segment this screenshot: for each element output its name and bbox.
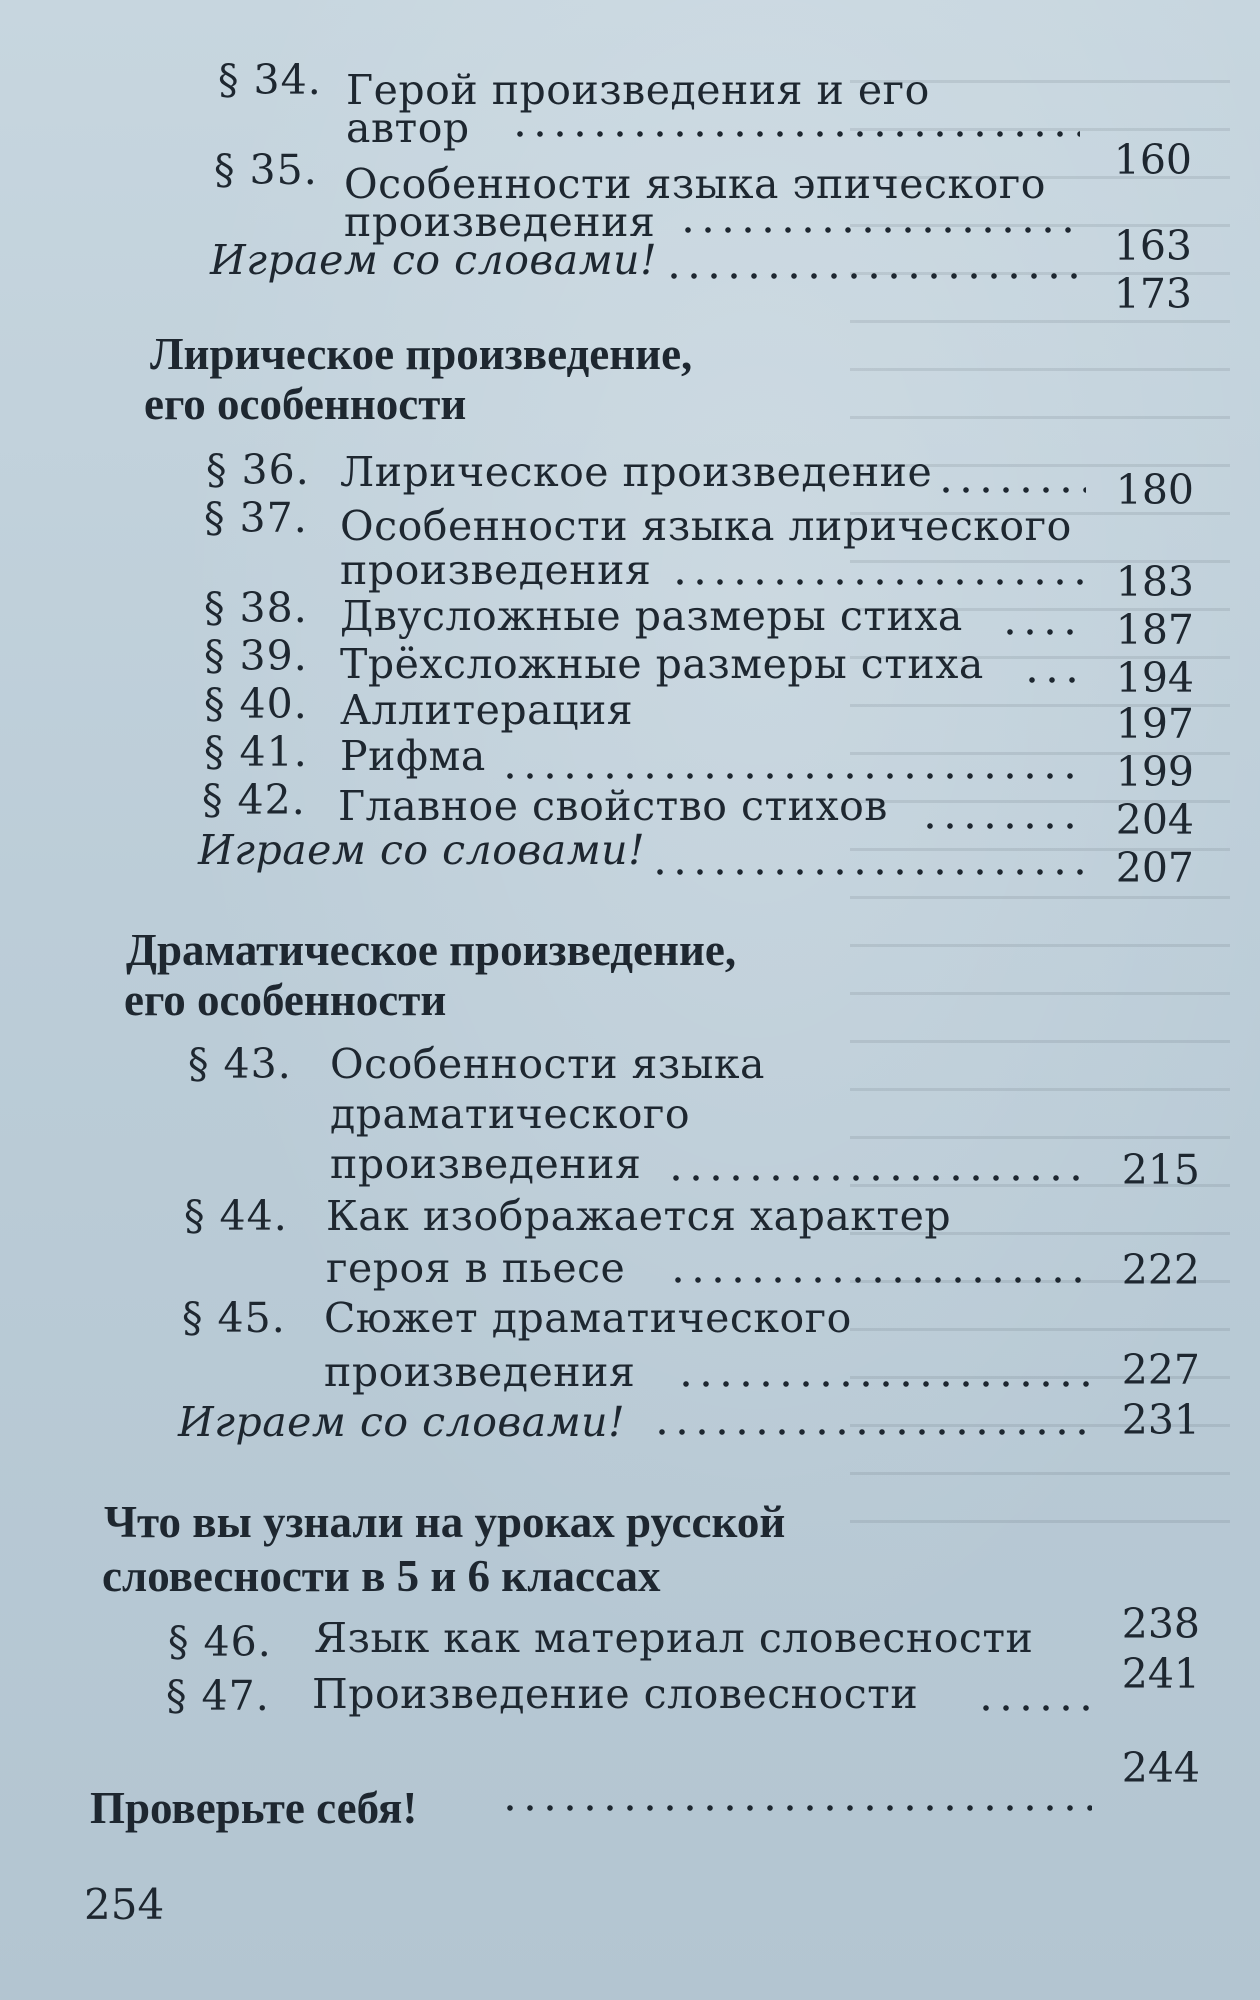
entry-title-continued: произведения [344, 198, 656, 246]
section-number: § 36. [206, 446, 310, 494]
page-number: 215 [1121, 1146, 1200, 1194]
page-number: 241 [1121, 1650, 1200, 1698]
leader-dots [1022, 676, 1086, 684]
leader-dots [676, 1380, 1092, 1388]
page-number: 180 [1115, 466, 1194, 514]
page-number: 231 [1121, 1396, 1200, 1444]
entry-title: Трёхсложные размеры стиха [340, 640, 984, 688]
entry-title: Аллитерация [340, 686, 634, 734]
section-number: § 34. [218, 56, 322, 104]
leader-dots [652, 1428, 1092, 1436]
page-number: 197 [1115, 700, 1194, 748]
entry-title-continued: произведения [340, 546, 652, 594]
chapter-heading-line: словесности в 5 и 6 классах [102, 1551, 661, 1601]
leader-dots [664, 272, 1080, 280]
section-number: § 47. [166, 1672, 270, 1720]
chapter-heading-line: Лирическое произведение, [150, 329, 693, 379]
page-number: 163 [1113, 222, 1192, 270]
page-number: 207 [1115, 844, 1194, 892]
page-number: 160 [1113, 136, 1192, 184]
section-number: § 45. [182, 1294, 286, 1342]
entry-title: Главное свойство стихов [338, 782, 888, 830]
entry-title: Играем со словами! [178, 1398, 626, 1446]
entry-title: Язык как материал словесности [314, 1614, 1034, 1662]
leader-dots [500, 772, 1086, 780]
page-number: 204 [1115, 796, 1194, 844]
leader-dots [678, 226, 1080, 234]
leader-dots [976, 1704, 1092, 1712]
page-number: 187 [1115, 606, 1194, 654]
entry-title: Особенности языка лирического [340, 502, 1072, 550]
section-number: § 37. [204, 494, 308, 542]
entry-title-continued: произведения [330, 1140, 642, 1188]
leader-dots [920, 822, 1086, 830]
entry-title: Сюжет драматического [324, 1294, 852, 1342]
entry-title-continued: героя в пьесе [326, 1244, 626, 1292]
entry-title: Двусложные размеры стиха [340, 592, 963, 640]
chapter-heading-line: его особенности [144, 379, 467, 429]
entry-title-continued: драматического [330, 1090, 691, 1138]
chapter-heading-line: Что вы узнали на уроках русской [104, 1497, 786, 1547]
page-number: 194 [1115, 654, 1194, 702]
entry-title: Играем со словами! [210, 236, 658, 284]
page-number: 222 [1121, 1246, 1200, 1294]
entry-title: Рифма [340, 732, 486, 780]
section-number: § 43. [188, 1040, 292, 1088]
folio-page-number: 254 [84, 1880, 165, 1929]
entry-title: Особенности языка [330, 1040, 765, 1088]
entry-title: Как изображается характер [326, 1192, 952, 1240]
entry-title-continued: произведения [324, 1348, 636, 1396]
page-number: 244 [1121, 1744, 1200, 1792]
leader-dots [666, 1174, 1092, 1182]
leader-dots [936, 486, 1086, 494]
page-number: 183 [1115, 558, 1194, 606]
leader-dots [650, 868, 1086, 876]
chapter-heading-line: Драматическое произведение, [126, 925, 737, 975]
chapter-heading-line: его особенности [124, 975, 447, 1025]
page-number: 173 [1113, 270, 1192, 318]
entry-title: Проверьте себя! [90, 1783, 418, 1833]
section-number: § 38. [204, 584, 308, 632]
entry-title: Герой произведения и его [346, 66, 930, 114]
entry-title-continued: автор [346, 104, 470, 152]
page-number: 199 [1115, 748, 1194, 796]
entry-title: Произведение словесности [312, 1670, 919, 1718]
leader-dots [1000, 628, 1086, 636]
section-number: § 40. [204, 680, 308, 728]
entry-title: Играем со словами! [198, 826, 646, 874]
section-number: § 46. [168, 1618, 272, 1666]
page-number: 238 [1121, 1600, 1200, 1648]
section-number: § 39. [204, 632, 308, 680]
leader-dots [668, 1276, 1092, 1284]
leader-dots [670, 578, 1086, 586]
section-number: § 42. [202, 776, 306, 824]
entry-title: Особенности языка эпического [344, 160, 1046, 208]
section-number: § 41. [204, 728, 308, 776]
page-number: 227 [1121, 1346, 1200, 1394]
leader-dots [500, 1804, 1092, 1812]
entry-title: Лирическое произведение [340, 448, 933, 496]
section-number: § 44. [184, 1192, 288, 1240]
leader-dots [510, 130, 1080, 138]
section-number: § 35. [214, 146, 318, 194]
